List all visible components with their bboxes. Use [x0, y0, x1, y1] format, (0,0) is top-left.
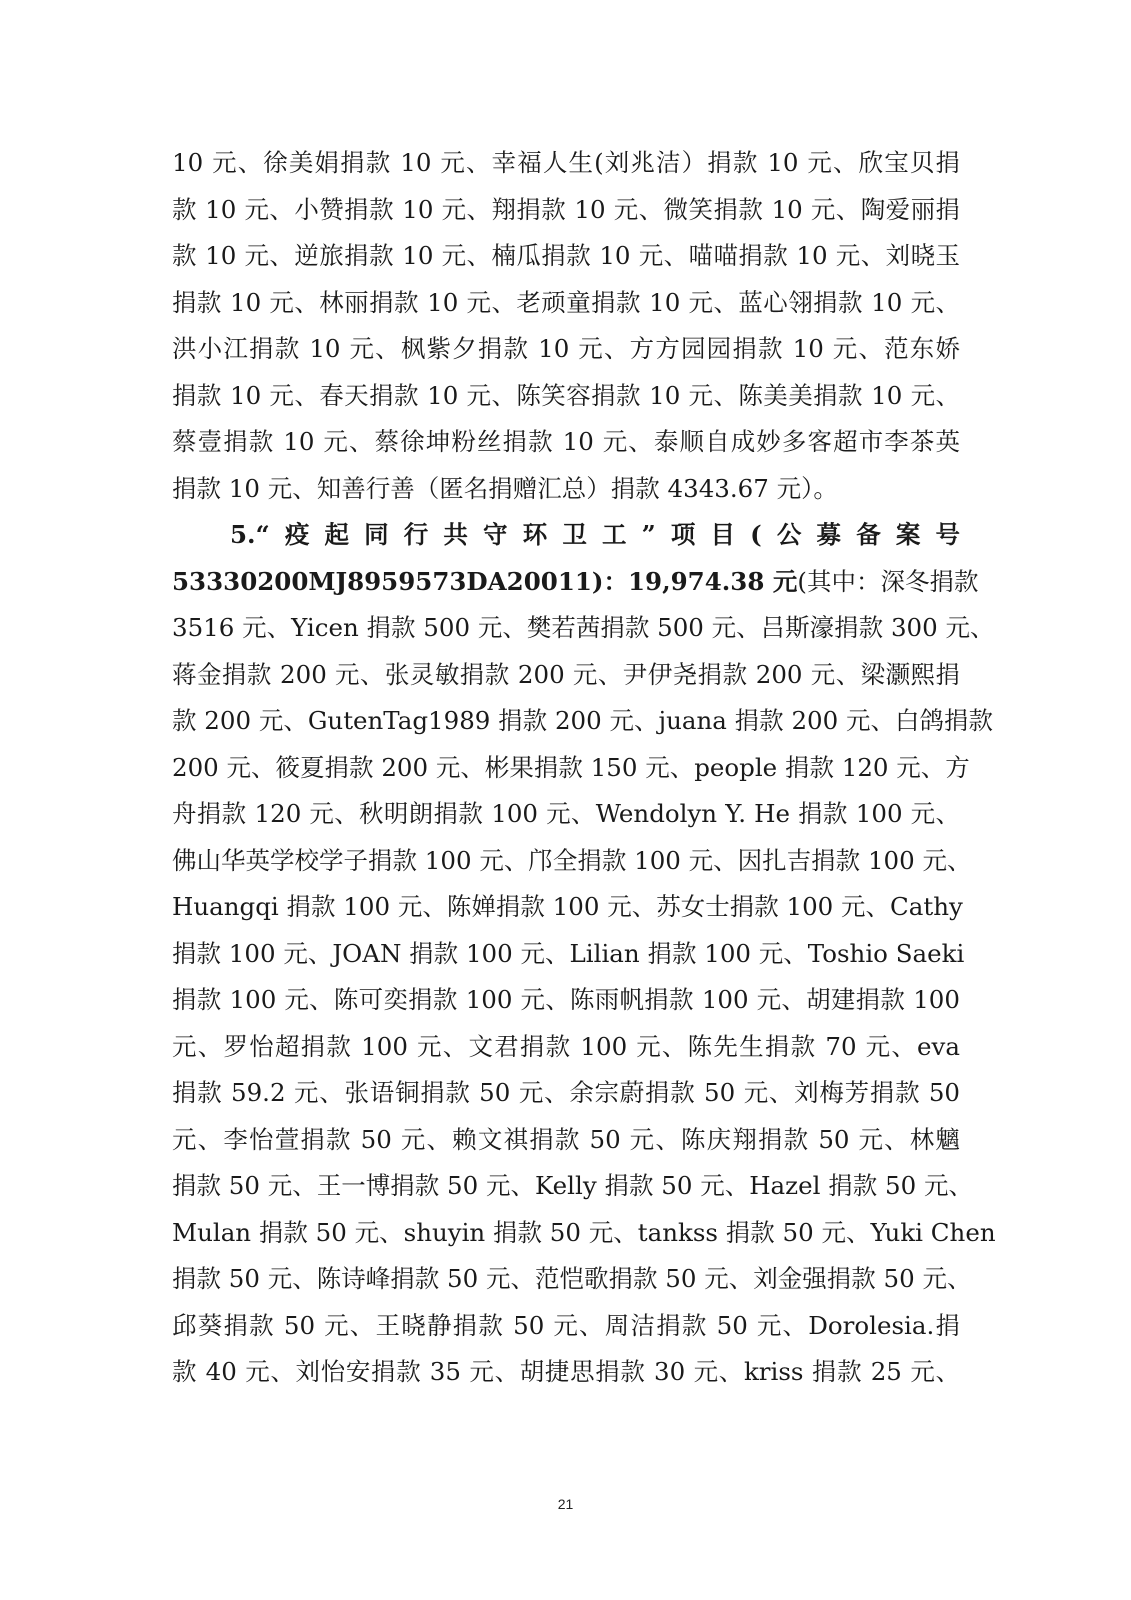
- text-line: 元、李怡萱捐款 50 元、赖文祺捐款 50 元、陈庆翔捐款 50 元、林魑: [172, 1125, 960, 1154]
- text-line: 款 40 元、刘怡安捐款 35 元、胡捷思捐款 30 元、kriss 捐款 25 元、: [172, 1357, 960, 1386]
- text-line: Mulan 捐款 50 元、shuyin 捐款 50 元、tankss 捐款 50 元、Yuki Chen: [172, 1218, 996, 1247]
- text-line: 捐款 100 元、陈可奕捐款 100 元、陈雨帆捐款 100 元、胡建捐款 100: [172, 985, 960, 1014]
- text-line: 洪小江捐款 10 元、枫紫夕捐款 10 元、方方园园捐款 10 元、范东娇: [172, 334, 960, 363]
- page-number: 21: [557, 1496, 574, 1512]
- text-line: 蔡壹捐款 10 元、蔡徐坤粉丝捐款 10 元、泰顺自成妙多客超市李茶英: [172, 427, 960, 456]
- text-line: 款 10 元、逆旅捐款 10 元、楠瓜捐款 10 元、喵喵捐款 10 元、刘晓玉: [172, 241, 960, 270]
- text-line: 捐款 50 元、王一博捐款 50 元、Kelly 捐款 50 元、Hazel 捐款 50 元、: [172, 1171, 973, 1200]
- text-line: 捐款 10 元、春天捐款 10 元、陈笑容捐款 10 元、陈美美捐款 10 元、: [172, 381, 960, 410]
- text-line: 200 元、筱夏捐款 200 元、彬果捐款 150 元、people 捐款 120 元、方: [172, 753, 970, 782]
- text-line: 10 元、徐美娟捐款 10 元、幸福人生(刘兆洁）捐款 10 元、欣宝贝捐: [172, 148, 960, 177]
- text-line: 蒋金捐款 200 元、张灵敏捐款 200 元、尹伊尧捐款 200 元、梁灏熙捐: [172, 660, 960, 689]
- text-line: 舟捐款 120 元、秋明朗捐款 100 元、Wendolyn Y. He 捐款 100 元、: [172, 799, 960, 828]
- text-line: 捐款 100 元、JOAN 捐款 100 元、Lilian 捐款 100 元、Toshio Saeki: [172, 939, 965, 968]
- section-heading: 5.“疫起同行共守环卫工”项目(公募备案号: [230, 520, 960, 549]
- text-line: 捐款 10 元、知善行善（匿名捐赠汇总）捐款 4343.67 元）。: [172, 474, 838, 503]
- project-amount: 53330200MJ8959573DA20011)：19,974.38 元: [172, 567, 798, 596]
- text-line: 佛山华英学校学子捐款 100 元、邝全捐款 100 元、因扎吉捐款 100 元、: [172, 846, 972, 875]
- text-line: 款 10 元、小赞捐款 10 元、翔捐款 10 元、微笑捐款 10 元、陶爱丽捐: [172, 195, 960, 224]
- text-line: 捐款 10 元、林丽捐款 10 元、老顽童捐款 10 元、蓝心翎捐款 10 元、: [172, 288, 960, 317]
- text-fragment: (其中：深冬捐款: [797, 567, 979, 596]
- text-line: 捐款 59.2 元、张语铜捐款 50 元、余宗蔚捐款 50 元、刘梅芳捐款 50: [172, 1078, 960, 1107]
- text-line: 元、罗怡超捐款 100 元、文君捐款 100 元、陈先生捐款 70 元、eva: [172, 1032, 960, 1061]
- text-line: 款 200 元、GutenTag1989 捐款 200 元、juana 捐款 200 元、白鸽捐款: [172, 706, 994, 735]
- section-heading-line2: [172, 559, 979, 605]
- text-line: 邱葵捐款 50 元、王晓静捐款 50 元、周洁捐款 50 元、Dorolesia.捐: [172, 1311, 960, 1340]
- text-line: 3516 元、Yicen 捐款 500 元、樊若茜捐款 500 元、吕斯濠捐款 300 元、: [172, 613, 995, 642]
- text-line: 捐款 50 元、陈诗峰捐款 50 元、范恺歌捐款 50 元、刘金强捐款 50 元、: [172, 1264, 972, 1293]
- text-line: Huangqi 捐款 100 元、陈婵捐款 100 元、苏女士捐款 100 元、Cathy: [172, 892, 963, 921]
